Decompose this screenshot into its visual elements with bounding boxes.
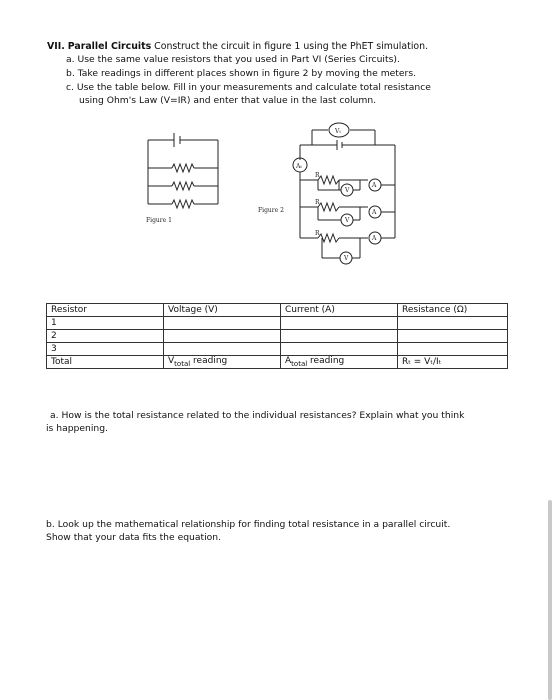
cell-total-label: Total — [47, 356, 164, 369]
table-total-row — [47, 356, 508, 369]
cell-resistance[interactable] — [398, 343, 508, 356]
instruction-a: a. Use the same value resistors that you used in Part VI (Series Circuits). — [66, 54, 400, 65]
cell-resistance[interactable] — [398, 317, 508, 330]
voltmeter-1-label: V — [345, 187, 350, 194]
resistor-1-label: R — [315, 172, 320, 179]
question-b: b. Look up the mathematical relationship for finding total resistance in a parallel circuit. Show that your data fits the equation. — [46, 519, 451, 543]
cell-current[interactable] — [281, 330, 398, 343]
question-a: a. How is the total resistance related to the individual resistances? Explain what you think is happening. — [46, 410, 465, 434]
header-resistance: Resistance (Ω) — [398, 304, 508, 317]
figure2-caption: Figure 2 — [258, 207, 284, 214]
table-row — [47, 343, 508, 356]
figure1-caption: Figure 1 — [146, 217, 172, 224]
header-voltage: Voltage (V) — [164, 304, 281, 317]
voltmeter-total-label: Vₜ — [335, 128, 341, 135]
table-row — [47, 317, 508, 330]
cell-voltage[interactable] — [164, 317, 281, 330]
cell-resistor: 1 — [47, 317, 164, 330]
section-intro: Construct the circuit in figure 1 using the PhET simulation. — [154, 41, 429, 52]
section-number: VII. — [47, 41, 65, 52]
table-header-row — [47, 304, 508, 317]
cell-total-voltage[interactable]: $V_{total}$ reading — [164, 356, 281, 369]
scrollbar[interactable] — [548, 500, 552, 700]
resistor-2-label: R — [315, 199, 320, 206]
circuit-figures — [0, 0, 557, 300]
resistor-3-label: R — [315, 230, 320, 237]
voltmeter-3-label: V — [344, 255, 349, 262]
ammeter-3-label: A — [372, 235, 377, 242]
cell-current[interactable] — [281, 317, 398, 330]
figure1-circuit — [148, 133, 218, 208]
cell-resistor: 3 — [47, 343, 164, 356]
ammeter-1-label: A — [372, 182, 377, 189]
table-row — [47, 330, 508, 343]
section-title: Parallel Circuits — [67, 41, 152, 52]
ammeter-2-label: A — [372, 209, 377, 216]
instruction-b: b. Take readings in different places shown in figure 2 by moving the meters. — [66, 68, 417, 79]
cell-voltage[interactable] — [164, 330, 281, 343]
ammeter-total-label: Aₜ — [296, 163, 302, 170]
instruction-c-continued: using Ohm's Law (V=IR) and enter that value in the last column. — [79, 95, 377, 106]
cell-voltage[interactable] — [164, 343, 281, 356]
header-current: Current (A) — [281, 304, 398, 317]
cell-total-current[interactable]: $A_{total}$ reading — [281, 356, 398, 369]
measurement-table — [46, 303, 508, 369]
figure2-circuit — [293, 123, 395, 264]
cell-resistor: 2 — [47, 330, 164, 343]
instruction-c: c. Use the table below. Fill in your measurements and calculate total resistance — [66, 82, 431, 93]
cell-resistance[interactable] — [398, 330, 508, 343]
header-resistor: Resistor — [47, 304, 164, 317]
cell-total-resistance[interactable]: Rₜ = Vₜ/Iₜ — [398, 356, 508, 369]
cell-current[interactable] — [281, 343, 398, 356]
voltmeter-2-label: V — [345, 217, 350, 224]
